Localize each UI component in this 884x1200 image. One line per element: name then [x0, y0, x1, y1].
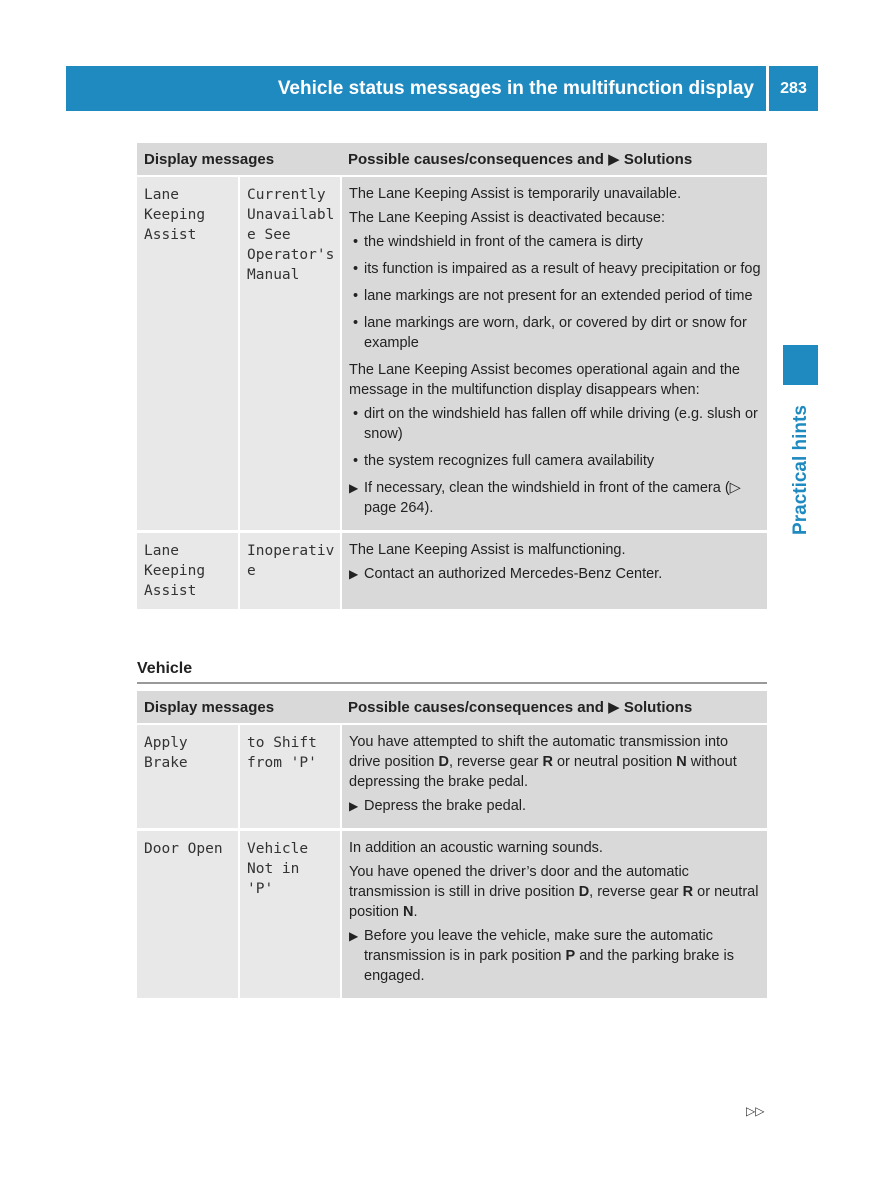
table-header-row — [137, 143, 767, 176]
bullet-item: • its function is impaired as a result of heavy precipitation or fog — [353, 261, 761, 277]
bullet-item: • dirt on the windshield has fallen off while driving (e.g. slush or snow) — [353, 406, 758, 442]
causes-cell — [341, 176, 767, 532]
cause-text: The Lane Keeping Assist is temporarily unavailable. — [349, 186, 682, 202]
bullet-item: • the windshield in front of the camera is dirty — [353, 234, 643, 250]
action-step: ▶ Before you leave the vehicle, make sure the automatic transmission is in park position P and the parking brake is engaged. — [349, 928, 734, 984]
page-number-box — [769, 66, 818, 111]
bullet-item: • lane markings are worn, dark, or covered by dirt or snow for example — [353, 315, 747, 351]
arrow-right-icon: ▶ — [349, 567, 359, 581]
cause-text: The Lane Keeping Assist is deactivated because: — [349, 210, 665, 226]
header-bar — [66, 66, 766, 111]
cause-text: The Lane Keeping Assist is malfunctioning. — [349, 542, 626, 558]
section-title: Vehicle — [137, 660, 193, 677]
display-message-part2: to Shift from 'P' — [239, 724, 341, 830]
continue-icon: ▷▷ — [746, 1104, 765, 1118]
cause-text: You have attempted to shift the automatic transmission into drive position D, reverse gear R or neutral position N without depressing the brake pedal. — [349, 734, 737, 790]
causes-cell — [341, 532, 767, 610]
page-title: Vehicle status messages in the multifunction display — [277, 77, 754, 99]
action-step: ▶ If necessary, clean the windshield in front of the camera (▷ page 264). — [349, 480, 741, 516]
display-message-part2: Vehicle Not in 'P' — [239, 830, 341, 999]
table-row — [137, 724, 767, 830]
cause-text: You have opened the driver’s door and the automatic transmission is still in drive position D, reverse gear R or neutral position N. — [349, 864, 759, 920]
display-message-part2: Currently Unavailabl e See Operator's Manual — [239, 176, 341, 532]
column-header-display-messages: Display messages — [137, 143, 341, 176]
display-message-part1: Apply Brake — [137, 724, 239, 830]
bullet-item: • the system recognizes full camera availability — [353, 453, 655, 469]
display-message-part1: Door Open — [137, 830, 239, 999]
table-row — [137, 176, 767, 532]
table-row — [137, 532, 767, 610]
column-header-causes-solutions: Possible causes/consequences and ▶ Solutions — [341, 143, 767, 176]
section-divider — [137, 682, 767, 684]
page-number: 283 — [780, 79, 807, 97]
arrow-right-icon: ▶ — [349, 929, 359, 943]
arrow-right-icon: ▶ — [349, 481, 359, 495]
table-row — [137, 830, 767, 999]
arrow-right-icon: ▶ — [349, 799, 359, 813]
side-tab-label: Practical hints — [790, 405, 811, 535]
cause-text: The Lane Keeping Assist becomes operational again and the message in the multifunction display disappears when: — [349, 362, 740, 398]
messages-table-vehicle — [137, 691, 767, 998]
causes-cell — [341, 830, 767, 999]
column-header-display-messages: Display messages — [137, 691, 341, 724]
cause-text: In addition an acoustic warning sounds. — [349, 840, 603, 856]
messages-table-lane-keeping — [137, 143, 767, 609]
bullet-item: • lane markings are not present for an extended period of time — [353, 288, 753, 304]
side-tab-marker — [783, 345, 818, 385]
causes-cell — [341, 724, 767, 830]
display-message-part1: Lane Keeping Assist — [137, 532, 239, 610]
display-message-part2: Inoperativ e — [239, 532, 341, 610]
display-message-part1: Lane Keeping Assist — [137, 176, 239, 532]
column-header-causes-solutions: Possible causes/consequences and ▶ Solutions — [341, 691, 767, 724]
action-step: ▶ Depress the brake pedal. — [349, 798, 527, 814]
action-step: ▶ Contact an authorized Mercedes-Benz Center. — [349, 566, 663, 582]
table-header-row — [137, 691, 767, 724]
